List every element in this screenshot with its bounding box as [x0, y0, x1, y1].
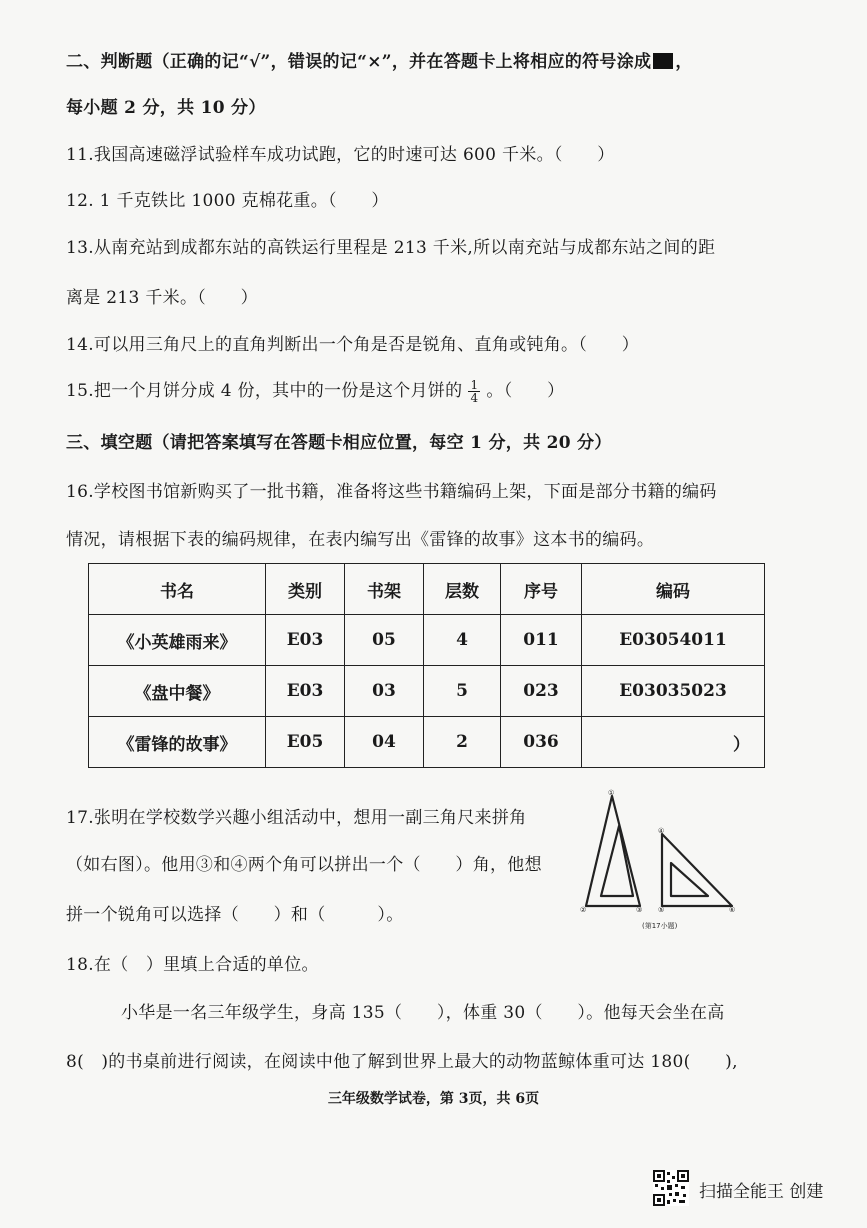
cell-shelf: 03: [345, 666, 424, 717]
header-serial: 序号: [501, 564, 582, 615]
question-18-line3: 8( )的书桌前进行阅读，在阅读中他了解到世界上最大的动物蓝鲸体重可达 180( ),: [66, 1052, 738, 1072]
section2-heading-tail: ，: [675, 52, 693, 72]
triangle-rulers-figure: [578, 788, 748, 938]
header-category: 类别: [266, 564, 345, 615]
question-17-line3: 拼一个锐角可以选择（ ）和（ ）。: [66, 905, 404, 925]
question-11: 11.我国高速磁浮试验样车成功试跑，它的时速可达 600 千米。（ ）: [66, 145, 615, 165]
question-13-line2: 离是 213 千米。（ ）: [66, 288, 258, 308]
cell-layer: 5: [424, 666, 501, 717]
cell-shelf: 04: [345, 717, 424, 768]
cell-book-name: 《小英雄雨来》: [89, 615, 266, 666]
set-square-small-inner: [671, 863, 708, 896]
section2-heading-text: 二、判断题（正确的记“√”，错误的记“×”，并在答题卡上将相应的符号涂成: [66, 52, 652, 72]
question-15: [66, 376, 564, 404]
table-row: [89, 666, 765, 717]
scanner-watermark: [653, 1170, 853, 1206]
section2-heading: [66, 47, 693, 72]
table-row: [89, 717, 765, 768]
filled-square-icon: [653, 53, 673, 69]
angle-mark-3: ③: [636, 906, 643, 914]
question-16-line2: 情况，请根据下表的编码规律，在表内编写出《雷锋的故事》这本书的编码。: [66, 530, 655, 550]
section3-heading: 三、填空题（请把答案填写在答题卡相应位置，每空 1 分，共 20 分）: [66, 433, 612, 453]
table-header-row: [89, 564, 765, 615]
page-footer: 三年级数学试卷，第 3页，共 6页: [327, 1091, 540, 1107]
cell-serial: 011: [501, 615, 582, 666]
fraction-numerator: 1: [470, 378, 479, 392]
fraction-denominator: 4: [470, 391, 479, 405]
angle-mark-2: ②: [580, 906, 587, 914]
angle-mark-1: ①: [608, 789, 615, 797]
cell-code: E03054011: [582, 615, 765, 666]
question-15-tail: 。（ ）: [486, 381, 565, 401]
question-17-line1: 17.张明在学校数学兴趣小组活动中，想用一副三角尺来拼角: [66, 808, 527, 828]
question-12: 12. 1 千克铁比 1000 克棉花重。（ ）: [66, 191, 389, 211]
question-16-line1: 16.学校图书馆新购买了一批书籍，准备将这些书籍编码上架，下面是部分书籍的编码: [66, 482, 717, 502]
cell-category: E03: [266, 666, 345, 717]
cell-book-name: 《盘中餐》: [89, 666, 266, 717]
header-shelf: 书架: [345, 564, 424, 615]
scanner-label: 扫描全能王 创建: [699, 1182, 824, 1202]
cell-serial: 023: [501, 666, 582, 717]
question-17-line2: （如右图）。他用③和④两个角可以拼出一个（ ）角，他想: [66, 855, 542, 875]
angle-mark-4: ④: [658, 827, 665, 835]
question-14: 14.可以用三角尺上的直角判断出一个角是否是锐角、直角或钝角。（ ）: [66, 335, 640, 355]
header-book-name: 书名: [89, 564, 266, 615]
cell-shelf: 05: [345, 615, 424, 666]
question-18-line2: 小华是一名三年级学生，身高 135（ ），体重 30（ ）。他每天会坐在高: [121, 1003, 725, 1023]
book-code-table: [88, 563, 765, 768]
qr-code-icon: [653, 1170, 689, 1206]
question-15-text: 15.把一个月饼分成 4 份，其中的一份是这个月饼的: [66, 381, 463, 401]
question-18-line1: 18.在（ ）里填上合适的单位。: [66, 955, 319, 975]
header-layer: 层数: [424, 564, 501, 615]
angle-mark-6: ⑥: [729, 906, 736, 914]
header-code: 编码: [582, 564, 765, 615]
table-row: [89, 615, 765, 666]
question-13-line1: 13.从南充站到成都东站的高铁运行里程是 213 千米,所以南充站与成都东站之间的距: [66, 238, 716, 258]
cell-layer: 4: [424, 615, 501, 666]
cell-category: E03: [266, 615, 345, 666]
angle-mark-5: ⑤: [658, 906, 665, 914]
cell-book-name: 《雷锋的故事》: [89, 717, 266, 768]
cell-code-blank: ）: [582, 717, 765, 768]
cell-serial: 036: [501, 717, 582, 768]
cell-code: E03035023: [582, 666, 765, 717]
figure-caption: (第17小题): [642, 922, 678, 930]
cell-layer: 2: [424, 717, 501, 768]
section2-heading-line2: 每小题 2 分，共 10 分）: [66, 98, 266, 118]
fraction-one-quarter: [468, 379, 480, 404]
cell-category: E05: [266, 717, 345, 768]
